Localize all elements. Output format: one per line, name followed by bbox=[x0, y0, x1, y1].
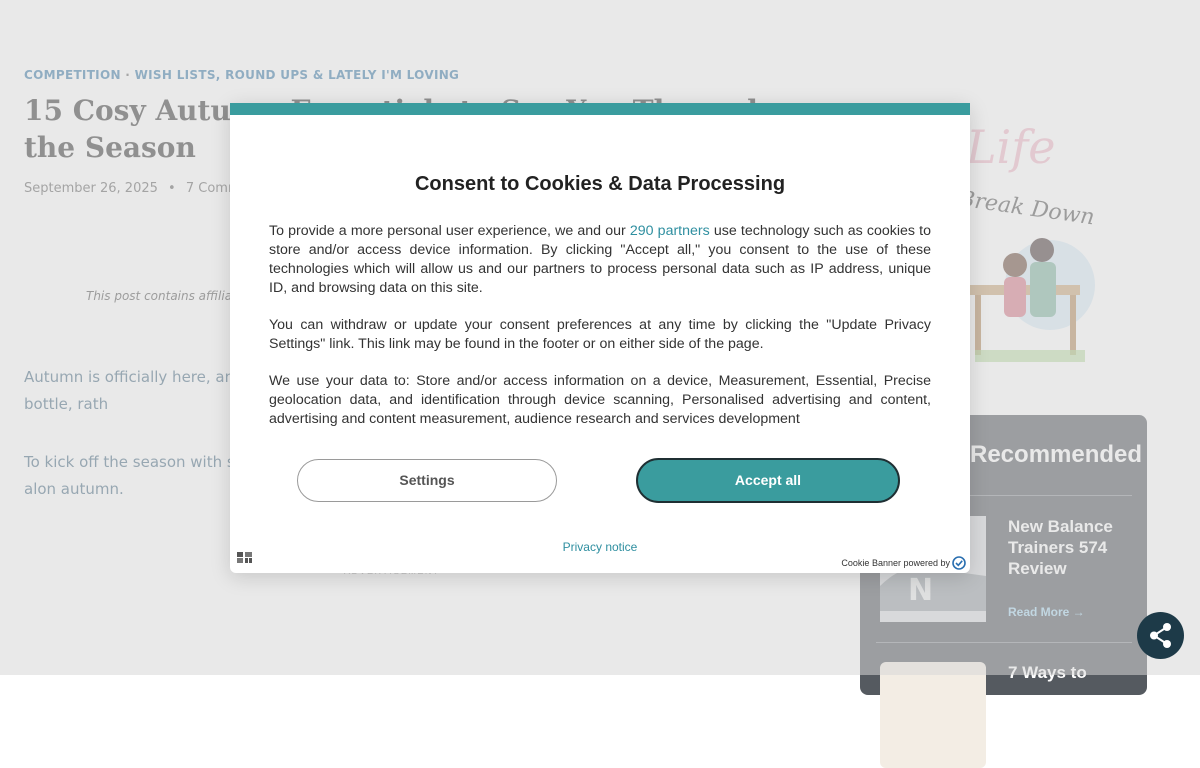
consent-text: To provide a more personal user experience, we and our bbox=[269, 223, 630, 239]
share-button[interactable] bbox=[1137, 612, 1184, 659]
share-icon bbox=[1137, 612, 1184, 659]
settings-button[interactable]: Settings bbox=[297, 459, 557, 502]
recommended-thumbnail[interactable] bbox=[880, 662, 986, 768]
partners-link[interactable]: 290 partners bbox=[629, 223, 710, 239]
powered-by-label: Cookie Banner powered by bbox=[841, 558, 950, 568]
accept-all-button[interactable]: Accept all bbox=[636, 458, 900, 503]
consent-paragraph-1 bbox=[269, 222, 931, 298]
dialog-accent-bar bbox=[230, 103, 970, 115]
consent-text: use technology such as cookies to store and/or access device information. By clicking "Accept all," you consent to the use of these technologies which will allow us and our partners to process personal data such as IP address, unique ID, and browsing data on this site. bbox=[269, 223, 931, 296]
qr-code-icon[interactable] bbox=[237, 552, 252, 563]
consent-title: Consent to Cookies & Data Processing bbox=[414, 173, 786, 195]
privacy-notice-label[interactable]: Privacy notice bbox=[562, 540, 638, 554]
privacy-notice-link[interactable] bbox=[230, 540, 970, 554]
consent-paragraph-2: You can withdraw or update your consent preferences at any time by clicking the "Update Privacy Settings" link. This link may be found in the footer or on either side of the page. bbox=[269, 317, 931, 352]
check-shield-icon[interactable] bbox=[952, 556, 966, 570]
consent-paragraph-3: We use your data to: Store and/or access information on a device, Measurement, Essential, Precise geolocation data, and identification through device scanning, Personalised advertising and content, advertising and content measurement, audience research and services development bbox=[269, 373, 931, 427]
consent-dialog bbox=[230, 103, 970, 573]
